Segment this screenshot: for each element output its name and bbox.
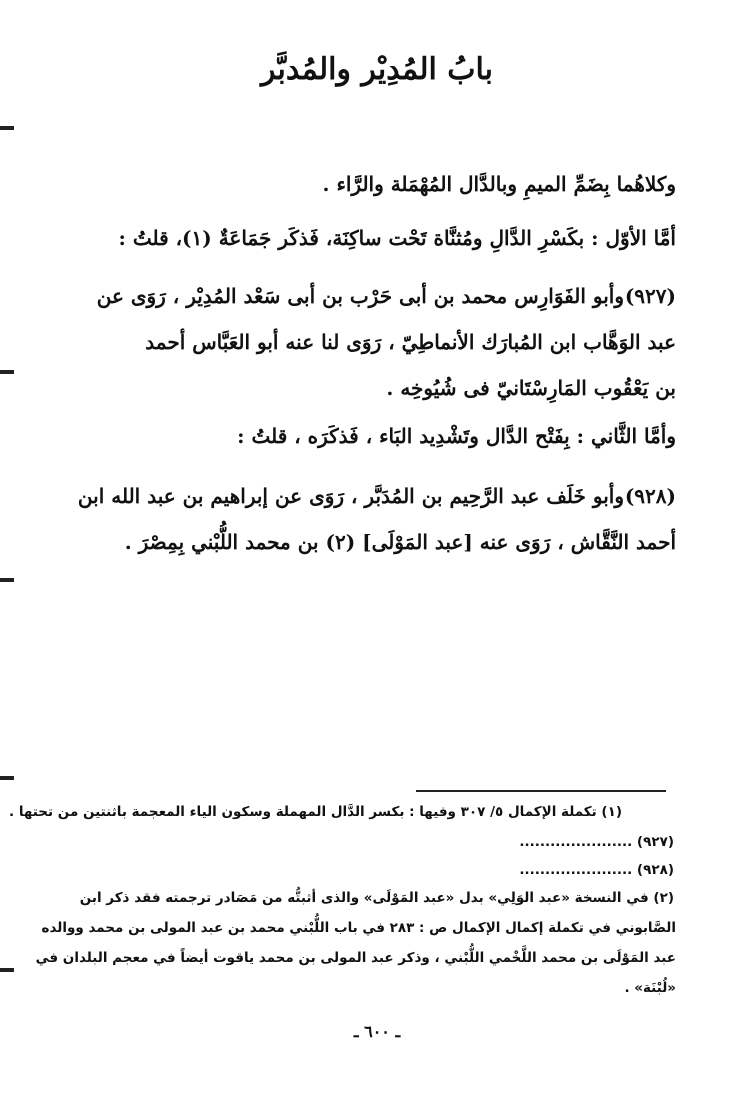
- page-number: ـ ٦٠٠ ـ: [353, 1022, 401, 1041]
- entry-number-927: (٩٢٧): [624, 284, 676, 308]
- footnote-2-line: (٢) في النسخة «عبد الوَلِي» بدل «عبد المَوْلَى» والذى أثبتُّه من مَصَادر ترجمته فقد ذكر ابن: [79, 890, 674, 906]
- footnote-1: (١) تكملة الإكمال ٥/ ٣٠٧ وفيها : بكسر الدَّال المهملة وسكون الياء المعجمة باثنتين من تحتها .: [8, 804, 622, 820]
- footnote-separator: [416, 790, 666, 792]
- intro-line: وكلاهُما بِضَمِّ الميمِ وبالدَّال المُهْمَلة والرَّاء .: [322, 172, 676, 196]
- entry-927-line: بن يَعْقُوب المَارِسْتَانيّ فى شُيُوخِه .: [386, 376, 676, 400]
- footnote-ref-928: (٩٢٨) ......................: [519, 862, 674, 878]
- chapter-title: بابُ المُدِيْر والمُدبَّر: [260, 52, 494, 87]
- entry-928-line: أحمد النَّقَّاش ، رَوَى عنه [عبد المَوْلَى] (٢) بن محمد اللُّبْني بِمِصْرَ .: [124, 530, 676, 554]
- entry-927-line: وأبو الفَوَارِس محمد بن أبى حَرْب بن أبى سَعْد المُدِيْر ، رَوَى عن: [96, 284, 624, 308]
- margin-mark: [0, 578, 14, 582]
- margin-mark: [0, 968, 14, 972]
- footnote-2-line: «لُبْنَة» .: [624, 980, 676, 996]
- margin-mark: [0, 776, 14, 780]
- margin-mark: [0, 370, 14, 374]
- entry-number-928: (٩٢٨): [624, 484, 676, 508]
- entry-927-line: عبد الوَهَّاب ابن المُبارَك الأنماطِيّ ، رَوَى لنا عنه أبو العَبَّاس أحمد: [145, 330, 676, 354]
- second-heading: وأمَّا الثَّاني : بِفَتْح الدَّال وتَشْدِيد البَاء ، فَذكَرَه ، قلتُ :: [237, 424, 676, 448]
- footnote-ref-927: (٩٢٧) ......................: [519, 834, 674, 850]
- entry-928-line: وأبو خَلَف عبد الرَّحِيم بن المُدَبَّر ، رَوَى عن إبراهيم بن عبد الله ابن: [77, 484, 624, 508]
- footnote-2-line: عبد المَوْلَى بن محمد اللَّخْمي اللُّبْني ، وذكر عبد المولى بن محمد ياقوت أيضاً في معجم البلدان في: [35, 950, 676, 966]
- footnote-2-line: الصَّابوني في تكملة إكمال الإكمال ص : ٢٨٣ في باب اللُّبْني محمد بن عبد المولى بن محمد ووالده: [41, 920, 676, 936]
- first-heading: أمَّا الأوّل : بكَسْرِ الدَّالِ ومُثنَّاة تَحْت ساكِنَة، فَذكَر جَمَاعَةٌ (١)، قلتُ :: [118, 226, 676, 250]
- margin-mark: [0, 126, 14, 130]
